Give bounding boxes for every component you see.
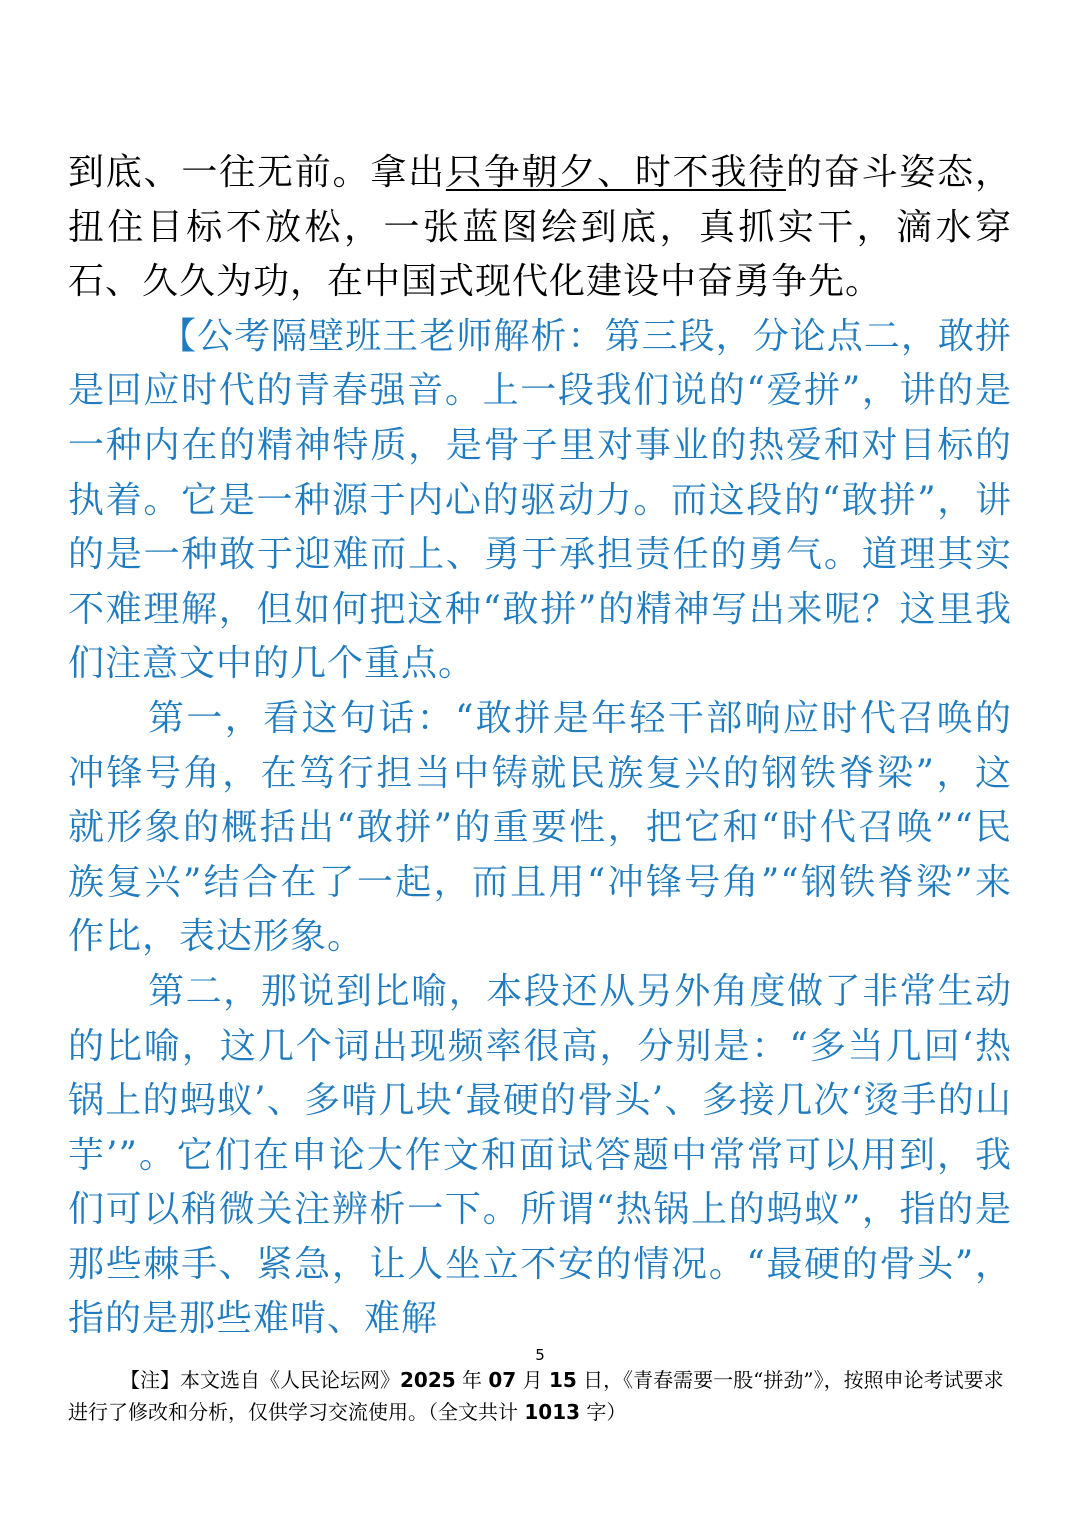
original-text-start: 到底、一往无前。拿出	[68, 152, 446, 193]
analysis-paragraph-intro: 【公考隔壁班王老师解析：第三段，分论点二，敢拼是回应时代的青春强音。上一段我们说的“爱拼”，讲的是一种内在的精神特质，是骨子里对事业的热爱和对目标的执着。它是一种源于内心的驱动力。而这段的“敢拼”，讲的是一种敢于迎难而上、勇于承担责任的勇气。道理其实不难理解，但如何把这种“敢拼”的精神写出来呢？这里我们注意文中的几个重点。	[68, 315, 1012, 685]
analysis-paragraph-first: 第一，看这句话：“敢拼是年轻干部响应时代召唤的冲锋号角，在笃行担当中铸就民族复兴的钢铁脊梁”，这就形象的概括出“敢拼”的重要性，把它和“时代召唤”“民族复兴”结合在了一起，而且用“冲锋号角”“钢铁脊梁”来作比，表达形象。	[68, 697, 1012, 958]
original-paragraph	[68, 146, 1012, 310]
footnote-year: 2025	[400, 1368, 456, 1392]
footnote-text-5: 字）	[580, 1400, 627, 1424]
footnote-day: 15	[548, 1368, 577, 1392]
footnote-text-4: 日，《青春需要一股“拼劲”》，按照申论考试要求进行了修改和分析，仅供学习交流使用。（全文共计	[68, 1368, 1004, 1424]
footnote-text-3: 月	[516, 1368, 549, 1392]
footnote-word-count: 1013	[524, 1400, 581, 1424]
body-text	[68, 146, 1012, 1347]
underlined-phrase: 只争朝夕、时不我待	[445, 152, 787, 193]
footnote-text-1: 【注】本文选自《人民论坛网》	[120, 1368, 400, 1392]
page-number: 5	[535, 1346, 545, 1364]
footnote	[68, 1364, 1020, 1428]
analysis-paragraph-second: 第二，那说到比喻，本段还从另外角度做了非常生动的比喻，这几个词出现频率很高，分别是：“多当几回‘热锅上的蚂蚁’、多啃几块‘最硬的骨头’、多接几次‘烫手的山芋’”。它们在申论大作文和面试答题中常常可以用到，我们可以稍微关注辨析一下。所谓“热锅上的蚂蚁”，指的是那些棘手、紧急，让人坐立不安的情况。“最硬的骨头”，指的是那些难啃、难解	[68, 970, 1012, 1340]
original-text-end: 的奋斗姿态，扭住目标不放松，一张蓝图绘到底，真抓实干，滴水穿石、久久为功，在中国式现代化建设中奋勇争先。	[68, 152, 1012, 303]
footnote-month: 07	[488, 1368, 517, 1392]
footnote-text-2: 年	[455, 1368, 489, 1392]
